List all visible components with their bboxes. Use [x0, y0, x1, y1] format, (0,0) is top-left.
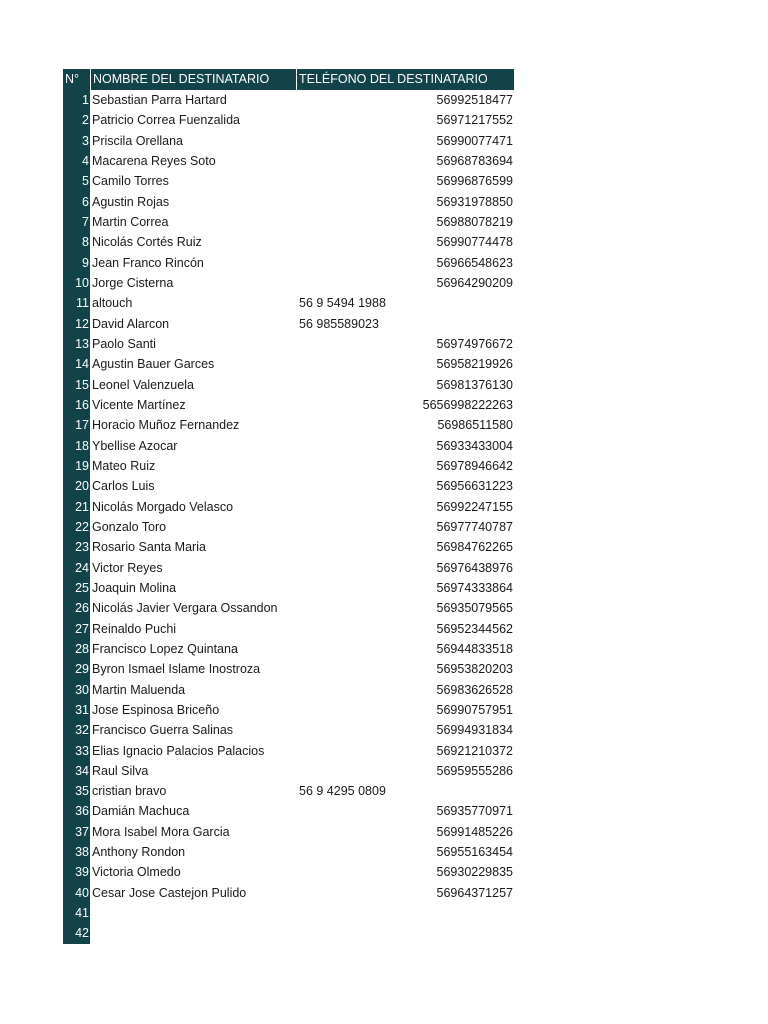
recipient-phone: 56935079565: [436, 601, 513, 616]
table-row: [63, 923, 514, 943]
recipient-phone: 56931978850: [436, 194, 513, 209]
table-row: [63, 700, 514, 720]
recipient-phone: 56952344562: [436, 621, 513, 636]
recipient-phone: 56930229835: [436, 865, 513, 880]
row-number: 18: [63, 436, 90, 456]
table-row: [63, 619, 514, 639]
row-number: 29: [63, 659, 90, 679]
row-number: 13: [63, 334, 90, 354]
recipient-phone: 56933433004: [436, 438, 513, 453]
recipient-name: Gonzalo Toro: [92, 519, 167, 534]
table-row: [63, 314, 514, 334]
recipient-phone: 56955163454: [436, 845, 513, 860]
recipient-name: Nicolás Cortés Ruiz: [92, 235, 202, 250]
row-number: 9: [63, 253, 90, 273]
recipient-name: Damián Machuca: [92, 804, 190, 819]
recipient-phone: 56990757951: [436, 702, 513, 717]
recipient-phone: 56956631223: [436, 479, 513, 494]
recipient-phone: 56990774478: [436, 235, 513, 250]
recipient-phone: 56986511580: [437, 418, 513, 433]
row-number: 22: [63, 517, 90, 537]
recipient-name: Nicolás Morgado Velasco: [92, 499, 234, 514]
row-number: 6: [63, 192, 90, 212]
table-row: [63, 110, 514, 130]
recipient-name: Jorge Cisterna: [92, 275, 174, 290]
recipient-phone: 56990077471: [436, 133, 513, 148]
row-number: 12: [63, 314, 90, 334]
recipient-phone: 56953820203: [436, 662, 513, 677]
row-number: 5: [63, 171, 90, 191]
row-number: 37: [63, 822, 90, 842]
table-body: [63, 90, 514, 944]
row-number: 15: [63, 375, 90, 395]
recipient-name: cristian bravo: [92, 784, 167, 799]
table-row: [63, 334, 514, 354]
recipient-phone: 56996876599: [436, 174, 513, 189]
table-row: [63, 232, 514, 252]
table-row: [63, 497, 514, 517]
table-row: [63, 212, 514, 232]
row-number: 20: [63, 476, 90, 496]
row-number: 17: [63, 415, 90, 435]
table-row: [63, 354, 514, 374]
table-row: [63, 476, 514, 496]
recipient-name: Priscila Orellana: [92, 133, 184, 148]
table-row: [63, 822, 514, 842]
row-number: 24: [63, 558, 90, 578]
table-row: [63, 293, 514, 313]
recipient-phone: 56971217552: [436, 113, 513, 128]
row-number: 21: [63, 497, 90, 517]
recipient-phone: 56978946642: [436, 458, 513, 473]
recipient-name: [90, 903, 296, 923]
row-number: 11: [63, 293, 90, 313]
recipient-phone: 56977740787: [436, 519, 513, 534]
recipient-name: Victor Reyes: [92, 560, 163, 575]
recipient-name: Rosario Santa Maria: [92, 540, 206, 555]
row-number: 23: [63, 537, 90, 557]
row-number: 19: [63, 456, 90, 476]
recipient-phone: 56974333864: [436, 580, 513, 595]
recipient-name: Martin Correa: [92, 214, 169, 229]
row-number: 26: [63, 598, 90, 618]
recipient-phone: 56964371257: [436, 885, 513, 900]
row-number: 39: [63, 862, 90, 882]
table-row: [63, 659, 514, 679]
recipient-phone: [296, 923, 514, 943]
recipient-name: Camilo Torres: [92, 174, 169, 189]
row-number: 30: [63, 680, 90, 700]
table-row: [63, 862, 514, 882]
recipient-name: altouch: [92, 296, 133, 311]
row-number: 25: [63, 578, 90, 598]
recipient-phone: 56994931834: [436, 723, 513, 738]
table-row: [63, 375, 514, 395]
recipient-name: Elias Ignacio Palacios Palacios: [92, 743, 265, 758]
table-row: [63, 801, 514, 821]
table-row: [63, 558, 514, 578]
recipient-name: Anthony Rondon: [92, 845, 186, 860]
table-row: [63, 842, 514, 862]
recipient-name: Victoria Olmedo: [92, 865, 181, 880]
recipient-name: Carlos Luis: [92, 479, 155, 494]
row-number: 34: [63, 761, 90, 781]
recipient-phone: 56983626528: [436, 682, 513, 697]
table-row: [63, 537, 514, 557]
recipient-name: Sebastian Parra Hartard: [92, 93, 227, 107]
row-number: 27: [63, 619, 90, 639]
recipient-phone: [296, 903, 514, 923]
header-recipient-phone: TELÉFONO DEL DESTINATARIO: [296, 69, 514, 90]
recipient-phone: 56964290209: [436, 275, 513, 290]
row-number: 16: [63, 395, 90, 415]
table-row: [63, 395, 514, 415]
recipient-name: [90, 923, 296, 943]
recipient-phone: 56988078219: [436, 214, 513, 229]
recipient-name: Agustin Bauer Garces: [92, 357, 215, 372]
row-number: 2: [63, 110, 90, 130]
recipient-name: Mora Isabel Mora Garcia: [92, 824, 230, 839]
row-number: 10: [63, 273, 90, 293]
table-row: [63, 781, 514, 801]
recipient-name: Byron Ismael Islame Inostroza: [92, 662, 261, 677]
recipient-phone: 56991485226: [436, 824, 513, 839]
row-number: 32: [63, 720, 90, 740]
recipient-phone: 56968783694: [436, 153, 513, 168]
table-row: [63, 578, 514, 598]
recipient-phone: 56 9 5494 1988: [299, 296, 386, 311]
table-row: [63, 171, 514, 191]
recipient-phone: 56981376130: [436, 377, 513, 392]
row-number: 1: [63, 90, 90, 110]
recipient-phone: 56 985589023: [299, 316, 379, 331]
row-number: 4: [63, 151, 90, 171]
header-recipient-name: NOMBRE DEL DESTINATARIO: [90, 69, 296, 90]
recipient-name: Horacio Muñoz Fernandez: [92, 418, 240, 433]
header-number: N°: [63, 69, 90, 90]
recipient-name: Ybellise Azocar: [92, 438, 178, 453]
recipient-phone: 56976438976: [436, 560, 513, 575]
table-row: [63, 415, 514, 435]
recipient-phone: 56974976672: [436, 336, 513, 351]
recipient-phone: 56 9 4295 0809: [299, 784, 386, 799]
recipient-phone: 56966548623: [436, 255, 513, 270]
recipient-name: Mateo Ruiz: [92, 458, 156, 473]
recipient-name: Jose Espinosa Briceño: [92, 702, 220, 717]
recipient-name: Reinaldo Puchi: [92, 621, 177, 636]
row-number: 33: [63, 741, 90, 761]
table-row: [63, 680, 514, 700]
table-header-row: [63, 69, 514, 90]
table-row: [63, 273, 514, 293]
table-row: [63, 131, 514, 151]
row-number: 41: [63, 903, 90, 923]
row-number: 40: [63, 883, 90, 903]
recipient-name: Francisco Guerra Salinas: [92, 723, 234, 738]
table-row: [63, 456, 514, 476]
row-number: 42: [63, 923, 90, 943]
row-number: 35: [63, 781, 90, 801]
recipient-name: Vicente Martínez: [92, 397, 186, 412]
recipient-phone: 56944833518: [436, 641, 513, 656]
row-number: 3: [63, 131, 90, 151]
recipients-table: [63, 69, 514, 944]
recipient-phone: 56935770971: [436, 804, 513, 819]
recipient-name: Martin Maluenda: [92, 682, 186, 697]
table-row: [63, 151, 514, 171]
recipient-phone: 56958219926: [436, 357, 513, 372]
table-row: [63, 598, 514, 618]
recipient-name: Joaquin Molina: [92, 580, 177, 595]
recipient-name: Paolo Santi: [92, 336, 156, 351]
table-row: [63, 883, 514, 903]
row-number: 7: [63, 212, 90, 232]
recipient-name: Agustin Rojas: [92, 194, 170, 209]
table-row: [63, 192, 514, 212]
recipient-name: David Alarcon: [92, 316, 170, 331]
row-number: 28: [63, 639, 90, 659]
table-row: [63, 761, 514, 781]
recipient-name: Raul Silva: [92, 763, 149, 778]
row-number: 36: [63, 801, 90, 821]
recipient-name: Cesar Jose Castejon Pulido: [92, 885, 247, 900]
recipient-phone: 56984762265: [436, 540, 513, 555]
recipient-name: Jean Franco Rincón: [92, 255, 204, 270]
recipient-name: Patricio Correa Fuenzalida: [92, 113, 240, 128]
recipient-phone: 56992247155: [436, 499, 513, 514]
recipient-name: Francisco Lopez Quintana: [92, 641, 238, 656]
recipient-phone: 56959555286: [436, 763, 513, 778]
row-number: 8: [63, 232, 90, 252]
table-row: [63, 903, 514, 923]
row-number: 14: [63, 354, 90, 374]
recipient-phone: 56992518477: [436, 93, 513, 107]
table-row: [63, 741, 514, 761]
row-number: 31: [63, 700, 90, 720]
table-row: [63, 517, 514, 537]
recipient-phone: 56921210372: [436, 743, 513, 758]
table-row: [63, 90, 514, 110]
recipient-name: Leonel Valenzuela: [92, 377, 194, 392]
recipient-phone: 5656998222263: [422, 397, 513, 412]
table-row: [63, 720, 514, 740]
table-row: [63, 253, 514, 273]
recipient-name: Macarena Reyes Soto: [92, 153, 216, 168]
recipient-name: Nicolás Javier Vergara Ossandon: [92, 601, 278, 616]
table-row: [63, 436, 514, 456]
row-number: 38: [63, 842, 90, 862]
table-row: [63, 639, 514, 659]
